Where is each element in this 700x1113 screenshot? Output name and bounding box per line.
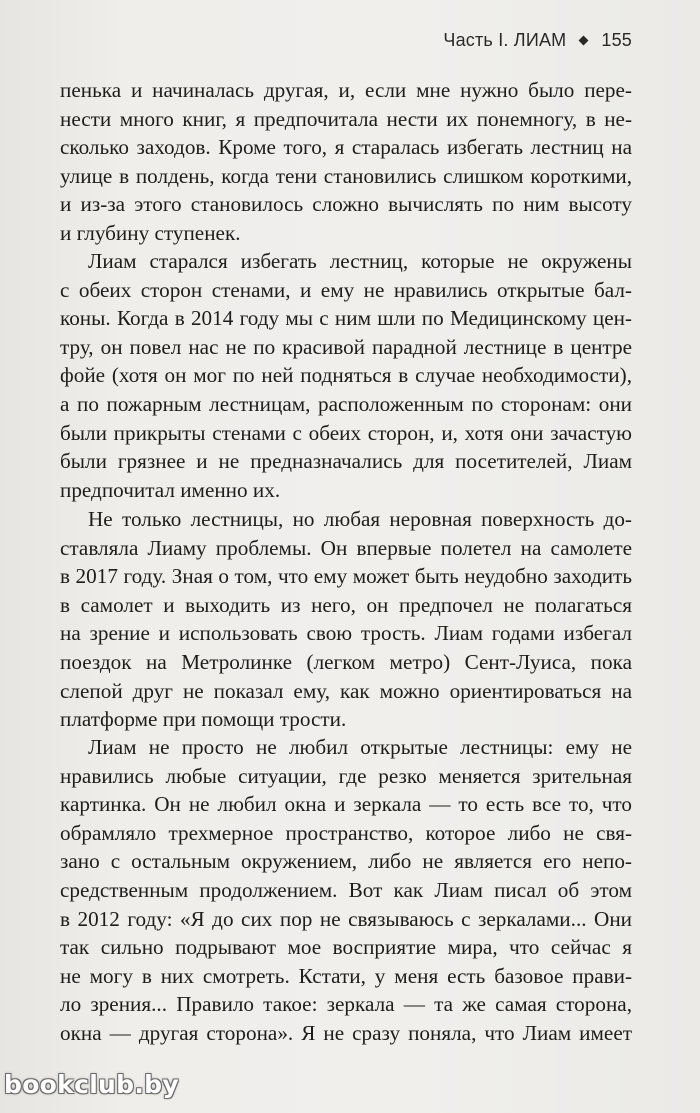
text-line: картинка. Он не любил окна и зеркала — то есть все то, что	[60, 792, 632, 817]
paragraph-3	[60, 505, 632, 734]
text-line: обрамляло трехмерное пространство, которое либо не свя-	[60, 820, 632, 845]
text-line: коны. Когда в 2014 году мы с ним шли по Медицинскому цен-	[60, 306, 632, 331]
text-line: в 2017 году. Зная о том, что ему может быть неудобно заходить	[60, 564, 632, 589]
text-line: в 2012 году: «Я до сих пор не связываюсь с зеркалами... Они	[60, 906, 632, 931]
text-line: зано с остальным окружением, либо не является его непо-	[60, 849, 632, 874]
text-line: слепой друг не показал ему, как можно ориентироваться на	[60, 678, 632, 703]
diamond-ornament-icon	[579, 36, 589, 46]
text-line: Не только лестницы, но любая неровная поверхность до-	[88, 507, 632, 531]
text-line: нести много книг, я предпочитала нести их понемногу, в не-	[60, 106, 632, 131]
text-line: тру, он повел нас не по красивой парадной лестнице в центре	[60, 334, 632, 359]
text-line: на зрение и использовать свою трость. Лиам годами избегал	[60, 621, 632, 646]
text-line: так сильно подрывают мое восприятие мира, что сейчас я	[60, 935, 632, 960]
text-line: были грязнее и не предназначались для посетителей, Лиам	[60, 449, 632, 474]
watermark: bookclub.by	[4, 1070, 179, 1099]
text-line: сколько заходов. Кроме того, я старалась избегать лестниц на	[60, 135, 632, 160]
text-line: улице в полдень, когда тени становились слишком короткими,	[60, 163, 632, 188]
text-line: а по пожарным лестницам, расположенным по сторонам: они	[60, 391, 632, 416]
text-line: окна — другая сторона». Я не сразу поняла, что Лиам имеет	[60, 1020, 632, 1045]
paragraph-4	[60, 733, 632, 1048]
text-line: средственным продолжением. Вот как Лиам писал об этом	[60, 877, 632, 902]
text-line: платформе при помощи трости.	[60, 707, 347, 732]
text-line: ло зрения... Правило такое: зеркала — та же самая сторона,	[60, 992, 632, 1017]
running-title: Часть I. ЛИАМ	[443, 30, 567, 50]
text-line: были прикрыты стенами с обеих сторон, и, хотя они зачастую	[60, 420, 632, 445]
text-line: с обеих сторон стенами, и ему не нравились открытые бал-	[60, 277, 632, 302]
text-line: Лиам не просто не любил открытые лестницы: ему не	[88, 735, 632, 759]
text-line: поездок на Метролинке (легком метро) Сент-Луиса, пока	[60, 649, 632, 674]
text-line: фойе (хотя он мог по ней подняться в случае необходимости),	[60, 363, 632, 388]
text-line: пенька и начиналась другая, и, если мне нужно было пере-	[60, 78, 632, 102]
text-line: и из-за этого становилось сложно вычислять по ним высоту	[60, 192, 632, 217]
paragraph-1	[60, 76, 632, 248]
text-line: ставляла Лиаму проблемы. Он впервые полетел на самолете	[60, 535, 632, 560]
paragraph-2	[60, 247, 632, 504]
text-line: не могу в них смотреть. Кстати, у меня есть базовое прави-	[60, 963, 632, 988]
text-line: предпочитал именно их.	[60, 477, 281, 502]
running-head	[443, 30, 632, 51]
text-line: в самолет и выходить из него, он предпочел не полагаться	[60, 592, 632, 617]
text-line: и глубину ступенек.	[60, 220, 241, 245]
text-line: нравились любые ситуации, где резко меняется зрительная	[60, 763, 632, 788]
text-line: Лиам старался избегать лестниц, которые не окружены	[88, 249, 632, 273]
page-number: 155	[601, 30, 632, 50]
